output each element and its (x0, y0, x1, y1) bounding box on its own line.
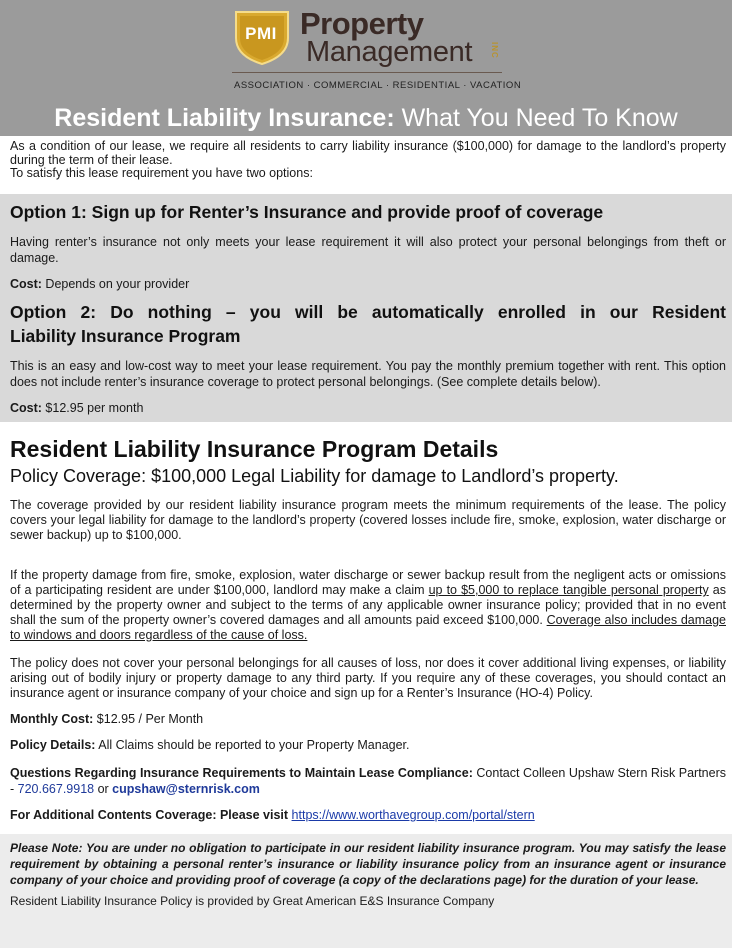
option1-cost (10, 276, 726, 292)
header-band (0, 0, 732, 136)
contact-phone[interactable]: 720.667.9918 (17, 782, 95, 796)
intro-section (10, 140, 726, 181)
para2-underline-1: up to $5,000 to replace tangible personal property (428, 583, 709, 597)
option2-title-line2: Liability Insurance Program (10, 326, 241, 346)
page-title (0, 104, 732, 133)
worthave-portal-link[interactable]: https://www.worthavegroup.com/portal/stern (291, 808, 535, 822)
policy-details (10, 738, 726, 753)
policy-details-label: Policy Details: (10, 738, 96, 752)
option2-cost-value: $12.95 per month (41, 401, 144, 415)
para2-text-b: as determined by the property owner and subject to the terms of any applicable owner insurance policy; provided that in no event shall the sum of the property owner’s covered damages and all amounts paid exceed $100,000. (10, 583, 726, 627)
option2-title-line1: Option 2: Do nothing – you will be automatically enrolled in our Resident (10, 302, 726, 322)
option1-cost-label: Cost: (10, 277, 42, 291)
contact-or: or (94, 782, 113, 796)
para2-underline-2: Coverage also includes damage to windows and doors regardless of the cause of loss. (10, 613, 726, 642)
details-para-2 (10, 568, 726, 643)
option1-cost-value: Depends on your provider (41, 277, 190, 291)
option2-cost (10, 400, 726, 416)
details-subheading: Policy Coverage: $100,000 Legal Liability for damage to Landlord’s property. (10, 466, 619, 486)
please-note-text: Please Note: You are under no obligation to participate in our resident liability insurance program. You may satisfy the lease requirement by obtaining a personal renter’s insurance or liability insurance policy from an insurance agent or insurance company of your choice and providing proof of coverage (a copy of the declarations page) for the duration of your lease. (10, 841, 726, 887)
tagline-divider (232, 72, 502, 73)
monthly-cost-label: Monthly Cost: (10, 712, 94, 726)
intro-line-2: To satisfy this lease requirement you have two options: (10, 166, 313, 180)
details-heading: Resident Liability Insurance Program Details (10, 436, 499, 462)
monthly-cost (10, 712, 726, 727)
questions-value: Contact Colleen Upshaw Stern Risk Partners - (10, 766, 726, 796)
insurance-provider: Resident Liability Insurance Policy is provided by Great American E&S Insurance Company (10, 894, 495, 908)
brand-name-line2: Management (306, 36, 473, 68)
brand-inc-mark: INC (490, 42, 499, 59)
para2-text-a: If the property damage from fire, smoke, explosion, water discharge or sewer backup result from the negligent acts or omissions of a participating resident are under $100,000, landlord may make a claim (10, 568, 726, 597)
brand-name-line1: Property (300, 6, 424, 41)
option1-title: Option 1: Sign up for Renter’s Insurance and provide proof of coverage (10, 202, 604, 222)
details-para-1: The coverage provided by our resident liability insurance program meets the minimum requirements of the lease. The policy covers your legal liability for damage to the landlord’s property (covered losses include fire, smoke, explosion, water discharge or sewer backup) up to $100,000. (10, 498, 726, 542)
additional-coverage (10, 808, 726, 823)
contact-email-link[interactable]: cupshaw@sternrisk.com (112, 782, 260, 796)
page-title-bold: Resident Liability Insurance: (54, 104, 395, 132)
details-para-3: The policy does not cover your personal belongings for all causes of loss, nor does it cover additional living expenses, or liability arising out of bodily injury or property damage to any third party. If you require any of these coverages, you should contact an insurance agent or insurance company of your choice and sign up for a Renter’s Insurance (HO-4) Policy. (10, 656, 726, 700)
option1-body: Having renter’s insurance not only meets your lease requirement it will also protect your personal belongings from theft or damage. (10, 235, 726, 265)
page-title-rest: What You Need To Know (394, 104, 678, 132)
monthly-cost-value: $12.95 / Per Month (93, 712, 204, 726)
questions-label: Questions Regarding Insurance Requirements to Maintain Lease Compliance: (10, 766, 473, 780)
company-tagline: ASSOCIATION · COMMERCIAL · RESIDENTIAL · VACATION (234, 80, 522, 91)
intro-line-1: As a condition of our lease, we require all residents to carry liability insurance ($100,000) for damage to the landlord’s property during the term of their lease. (10, 139, 726, 167)
questions-contact (10, 765, 726, 797)
policy-details-value: All Claims should be reported to your Property Manager. (95, 738, 410, 752)
option2-body: This is an easy and low-cost way to meet your lease requirement. You pay the monthly premium together with rent. This option does not include renter’s insurance coverage to protect personal belongings. (See complete details below). (10, 359, 726, 389)
additional-coverage-label: For Additional Contents Coverage: Please visit (10, 808, 292, 822)
option2-cost-label: Cost: (10, 401, 42, 415)
logo-initials: PMI (245, 24, 277, 43)
